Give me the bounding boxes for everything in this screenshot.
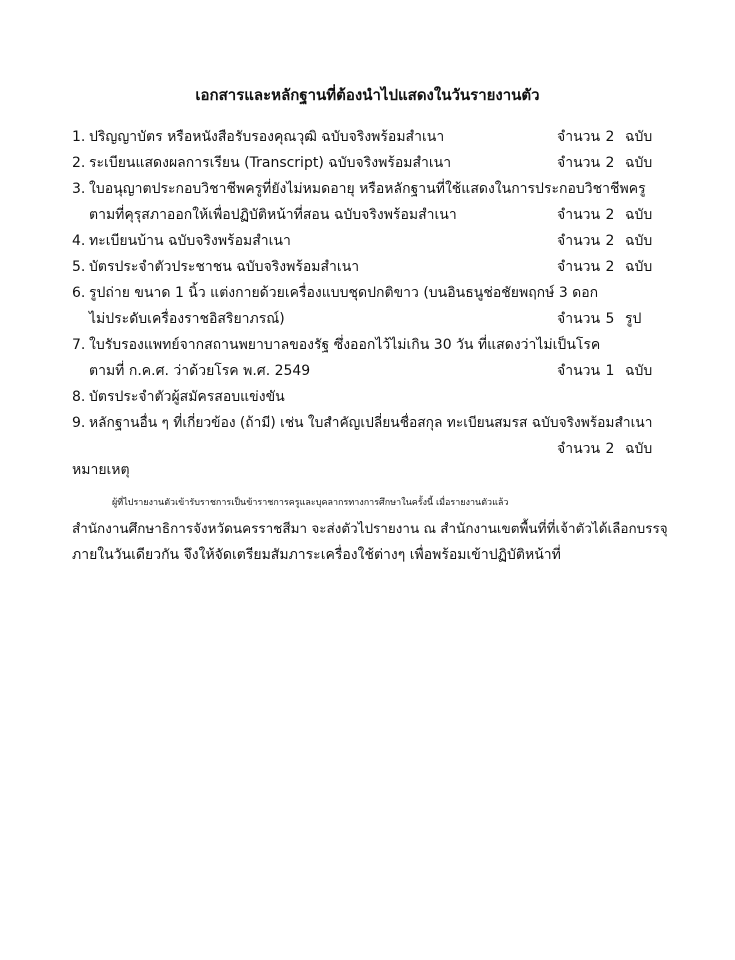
quantity-label: จำนวน <box>557 363 601 379</box>
quantity-label: จำนวน <box>557 311 601 327</box>
quantity-unit: ฉบับ <box>625 259 653 275</box>
item-text: ทะเบียนบ้าน ฉบับจริงพร้อมสำเนา <box>89 233 291 249</box>
item-text-continuation: ตามที่คุรุสภาออกให้เพื่อปฏิบัติหน้าที่สอน ฉบับจริงพร้อมสำเนา <box>89 207 457 223</box>
quantity-value: 2 <box>605 441 615 457</box>
item-quantity <box>557 125 652 149</box>
list-item <box>72 151 662 175</box>
item-quantity <box>557 307 641 331</box>
list-item <box>72 177 662 201</box>
item-number: 1. <box>72 129 86 145</box>
item-quantity <box>557 255 652 279</box>
list-item-continuation <box>89 359 662 383</box>
list-item <box>72 411 662 435</box>
document-title: เอกสารและหลักฐานที่ต้องนำไปแสดงในวันรายงานตัว <box>195 86 540 104</box>
list-item <box>72 255 662 279</box>
quantity-unit: ฉบับ <box>625 363 653 379</box>
item-text: รูปถ่าย ขนาด 1 นิ้ว แต่งกายด้วยเครื่องแบบชุดปกติขาว (บนอินธนูช่อชัยพฤกษ์ 3 ดอก <box>89 285 599 301</box>
item-text: ปริญญาบัตร หรือหนังสือรับรองคุณวุฒิ ฉบับจริงพร้อมสำเนา <box>89 129 445 145</box>
list-item <box>72 333 662 357</box>
quantity-value: 5 <box>605 311 615 327</box>
quantity-unit: ฉบับ <box>625 155 653 171</box>
list-item-continuation <box>89 437 662 461</box>
item-text: บัตรประจำตัวประชาชน ฉบับจริงพร้อมสำเนา <box>89 259 360 275</box>
item-number: 2. <box>72 155 86 171</box>
quantity-value: 2 <box>605 259 615 275</box>
list-item-continuation <box>89 307 662 331</box>
item-quantity <box>557 151 652 175</box>
quantity-label: จำนวน <box>557 207 601 223</box>
item-number: 7. <box>72 337 86 353</box>
quantity-value: 2 <box>605 129 615 145</box>
quantity-label: จำนวน <box>557 233 601 249</box>
list-item <box>72 229 662 253</box>
item-number: 8. <box>72 389 86 405</box>
note-paragraph <box>72 490 677 568</box>
list-item <box>72 385 662 409</box>
note-line: สำนักงานศึกษาธิการจังหวัดนครราชสีมา จะส่งตัวไปรายงาน ณ สำนักงานเขตพื้นที่ที่เจ้าตัวได้เลือกบรรจุ <box>72 521 668 537</box>
quantity-value: 2 <box>605 155 615 171</box>
quantity-unit: ฉบับ <box>625 207 653 223</box>
item-quantity <box>557 437 652 461</box>
quantity-label: จำนวน <box>557 155 601 171</box>
item-number: 3. <box>72 181 86 197</box>
item-text: บัตรประจำตัวผู้สมัครสอบแข่งขัน <box>89 389 285 405</box>
quantity-unit: ฉบับ <box>625 233 653 249</box>
quantity-unit: ฉบับ <box>625 129 653 145</box>
quantity-unit: ฉบับ <box>625 441 653 457</box>
quantity-unit: รูป <box>625 311 642 327</box>
item-text: ใบอนุญาตประกอบวิชาชีพครูที่ยังไม่หมดอายุ หรือหลักฐานที่ใช้แสดงในการประกอบวิชาชีพครู <box>89 181 646 197</box>
note-line: ผู้ที่ไปรายงานตัวเข้ารับราชการเป็นข้าราชการครูและบุคลากรทางการศึกษาในครั้งนี้ เมื่อรายงานตัวแล้ว <box>112 498 509 508</box>
item-number: 5. <box>72 259 86 275</box>
quantity-label: จำนวน <box>557 441 601 457</box>
item-number: 4. <box>72 233 86 249</box>
item-text: ระเบียนแสดงผลการเรียน (Transcript) ฉบับจริงพร้อมสำเนา <box>89 155 452 171</box>
list-item <box>72 281 662 305</box>
list-item <box>72 125 662 149</box>
item-quantity <box>557 203 652 227</box>
quantity-label: จำนวน <box>557 129 601 145</box>
item-quantity <box>557 359 652 383</box>
quantity-value: 2 <box>605 207 615 223</box>
item-text: ใบรับรองแพทย์จากสถานพยาบาลของรัฐ ซึ่งออกไว้ไม่เกิน 30 วัน ที่แสดงว่าไม่เป็นโรค <box>89 337 601 353</box>
note-heading: หมายเหตุ <box>72 462 130 478</box>
item-quantity <box>557 229 652 253</box>
item-text-continuation: ไม่ประดับเครื่องราชอิสริยาภรณ์) <box>89 311 285 327</box>
quantity-value: 2 <box>605 233 615 249</box>
list-item-continuation <box>89 203 662 227</box>
item-number: 9. <box>72 415 86 431</box>
quantity-value: 1 <box>605 363 615 379</box>
item-text-continuation: ตามที่ ก.ค.ศ. ว่าด้วยโรค พ.ศ. 2549 <box>89 363 311 379</box>
item-number: 6. <box>72 285 86 301</box>
quantity-label: จำนวน <box>557 259 601 275</box>
item-text: หลักฐานอื่น ๆ ที่เกี่ยวข้อง (ถ้ามี) เช่น ใบสำคัญเปลี่ยนชื่อสกุล ทะเบียนสมรส ฉบับจริงพร้อมสำเนา <box>89 415 653 431</box>
note-line: ภายในวันเดียวกัน จึงให้จัดเตรียมสัมภาระเครื่องใช้ต่างๆ เพื่อพร้อมเข้าปฏิบัติหน้าที่ <box>72 547 561 563</box>
